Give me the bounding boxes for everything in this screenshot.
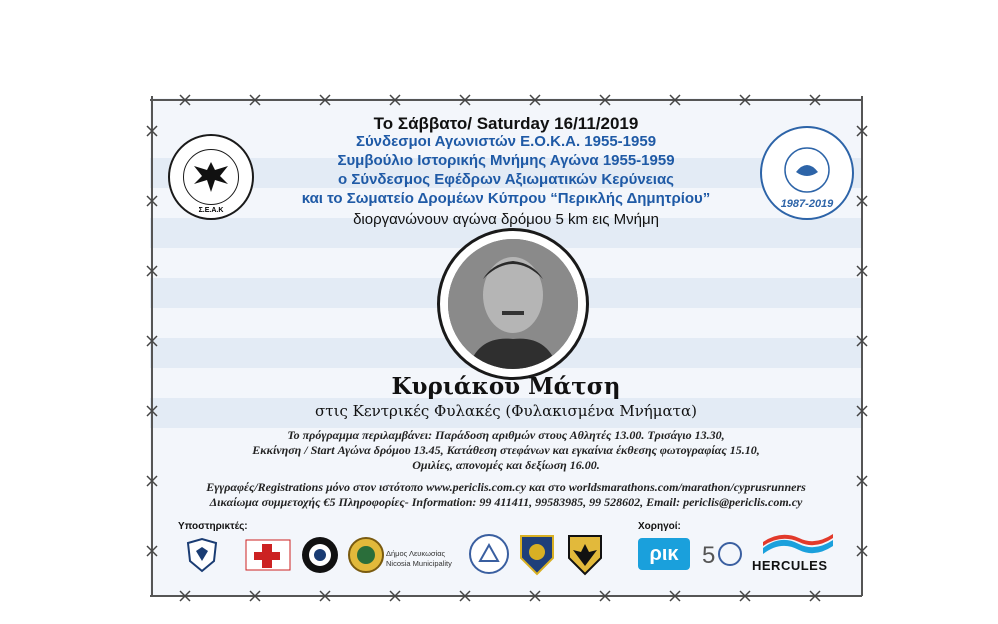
- seak-abbr: Σ.Ε.Α.Κ: [198, 207, 224, 214]
- organizer-line-4: και το Σωματείο Δρομέων Κύπρου “Περικλής Δημητρίου”: [301, 190, 711, 207]
- supporters-label: Υποστηρικτές:: [178, 521, 248, 532]
- rik-logo: ρικ: [638, 538, 690, 570]
- barbed-wire-bottom: [150, 590, 862, 602]
- municipality-name-gr: Δήμος Λευκωσίας: [386, 549, 446, 558]
- honoree-name: Κυριάκου Μάτση: [391, 373, 621, 400]
- agios-dometios-seal: [468, 533, 510, 575]
- program-line-3: Ομιλίες, απονομές και δεξίωση 16.00.: [412, 458, 600, 472]
- nicosia-municipality-seal: [346, 535, 386, 575]
- race-description: διοργανώνουν αγώνα δρόμου 5 km εις Μνήμη: [353, 211, 659, 228]
- hercules-wordmark: HERCULES: [752, 558, 828, 573]
- registration-line: Εγγραφές/Registrations μόνο στον ιστότοπο www.periclis.com.cy και στο worldsmarathons.com/marathon/cyprusrunners: [206, 480, 806, 494]
- municipality-name-en: Nicosia Municipality: [386, 559, 452, 568]
- organizer-line-3: ο Σύνδεσμος Εφέδρων Αξιωματικών Κερύνειας: [338, 171, 674, 188]
- organizer-line-2: Συμβούλιο Ιστορικής Μνήμης Αγώνα 1955-1959: [337, 152, 675, 169]
- portrait-frame: [437, 228, 589, 380]
- eagle-crest-logo: [565, 532, 605, 576]
- event-date: Το Σάββατο/ Saturday 16/11/2019: [373, 114, 639, 133]
- program-line-2: Εκκίνηση / Start Αγώνα δρόμου 13.45, Κατάθεση στεφάνων και εγκαίνια έκθεσης φωτογραφίας 15.10,: [252, 443, 760, 457]
- shield-crest-logo: [182, 535, 222, 575]
- sponsors-label: Χορηγοί:: [638, 521, 681, 532]
- honoree-place: στις Κεντρικές Φυλακές (Φυλακισμένα Μνήματα): [315, 402, 697, 420]
- svg-text:5: 5: [702, 542, 716, 569]
- runners-club-years: 1987-2019: [780, 198, 834, 210]
- organizer-line-1: Σύνδεσμοι Αγωνιστών Ε.Ο.Κ.Α. 1955-1959: [355, 133, 657, 150]
- barbed-wire-top: [150, 94, 862, 106]
- info-line: Δικαίωμα συμμετοχής €5 Πληροφορίες- Information: 99 411411, 99583985, 99 528602, Email: periclis@periclis.com.cy: [209, 495, 803, 509]
- program-line-1: Το πρόγραμμα περιλαμβάνει: Παράδοση αριθμών στους Αθλητές 13.00. Τρισάγιο 13.30,: [287, 428, 725, 442]
- army-unit-crest: [517, 532, 557, 576]
- municipality-name: [386, 549, 452, 569]
- hercules-flag-icon: [763, 534, 833, 556]
- fifty-years-logo: [700, 537, 746, 571]
- health-ministry-logo: [244, 536, 292, 574]
- police-seal-logo: [300, 535, 340, 575]
- portrait-photo: [448, 239, 578, 369]
